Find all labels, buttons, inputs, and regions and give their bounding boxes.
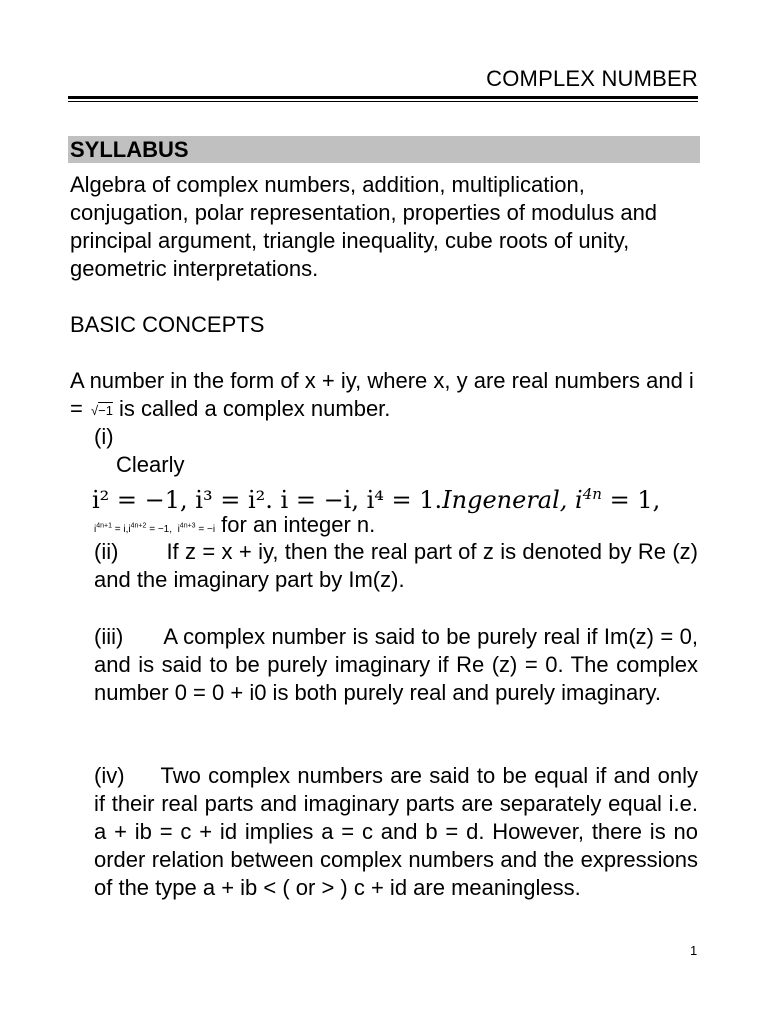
formula-part-3-sup: 4n: [582, 485, 602, 503]
small-a-base: i: [94, 524, 97, 535]
clearly-text: Clearly: [116, 452, 185, 477]
document-title: COMPLEX NUMBER: [486, 66, 698, 91]
item-iii-paragraph: [94, 623, 698, 707]
small-c-base: i: [177, 524, 180, 535]
small-formula-a: [94, 524, 215, 535]
item-iv-paragraph: [94, 762, 698, 902]
basic-concepts-heading: BASIC CONCEPTS: [70, 312, 265, 337]
item-ii-text: If z = x + iy, then the real part of z is denoted by Re (z) and the imaginary part by Im(z).: [94, 539, 698, 592]
item-i-label: (i): [94, 424, 114, 449]
small-b-tail: = −1,: [146, 524, 172, 535]
sqrt-symbol: √: [90, 403, 99, 418]
item-iv-text: Two complex numbers are said to be equal if and only if their real parts and imaginary parts are separately equal i.e. a + ib = c + id implies a = c and b = d. However, there is no order relation between complex numbers and the expressions of the type a + ib < ( or > ) c + id are meaningless.: [94, 763, 698, 900]
small-line-rest: for an integer n.: [215, 512, 376, 537]
item-ii-paragraph: [94, 538, 698, 594]
formula-part-1: i² = −1, i³ = i². i = −i, i⁴ = 1.: [92, 486, 443, 514]
small-a-tail: = i,i: [112, 524, 131, 535]
small-b-sup: 4n+2: [130, 522, 147, 530]
small-c-tail: = −i: [195, 524, 216, 535]
formula-part-3: , i: [559, 486, 583, 514]
item-iii-label: (iii): [94, 624, 124, 649]
item-iii-text: A complex number is said to be purely real if Im(z) = 0, and is said to be purely imaginary if Re (z) = 0. The complex number 0 = 0 + i0 is both purely real and purely imaginary.: [94, 624, 698, 705]
formula-part-2: Ingeneral: [442, 486, 560, 514]
header-rule-thick: [68, 96, 698, 99]
sqrt-minus-one: [91, 403, 113, 418]
syllabus-heading: SYLLABUS: [70, 137, 189, 162]
intro-paragraph: [70, 367, 700, 425]
intro-text-after: is called a complex number.: [118, 396, 391, 421]
small-c-sup: 4n+3: [179, 522, 196, 530]
item-iv-label: (iv): [94, 763, 125, 788]
syllabus-text: Algebra of complex numbers, addition, multiplication, conjugation, polar representation, properties of modulus and principal argument, triangle inequality, cube roots of unity, geometric interpretations.: [70, 172, 658, 281]
item-ii-label: (ii): [94, 539, 119, 564]
syllabus-heading-bar: [68, 136, 700, 163]
formula-part-4: = 1,: [601, 486, 661, 514]
page-number: 1: [690, 943, 698, 958]
sqrt-radicand: −1: [98, 403, 113, 418]
page-header: [68, 64, 698, 100]
small-a-sup: 4n+1: [96, 522, 113, 530]
header-rule-thin: [68, 101, 698, 102]
intro-text-before: A number in the form of x + iy, where x, y are real numbers and i =: [70, 368, 694, 421]
